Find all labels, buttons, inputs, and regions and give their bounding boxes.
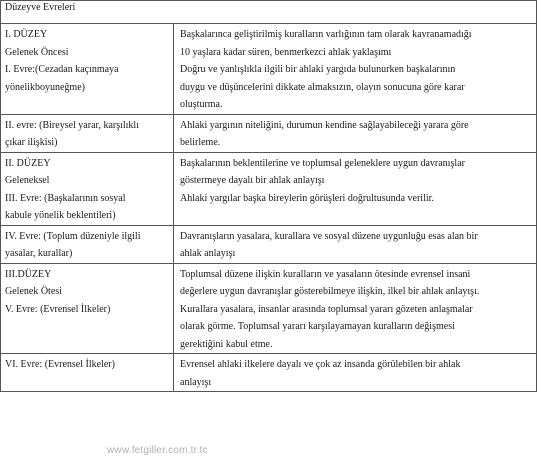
- description-block: [180, 356, 532, 391]
- label-line: II. DÜZEY: [5, 157, 51, 169]
- stage-label-cell: [1, 354, 174, 391]
- label-block: [5, 26, 169, 61]
- label-line: I. DÜZEY: [5, 29, 48, 40]
- label-line: Geleneksel: [5, 175, 50, 186]
- description-line: Başkalarınca geliştirilmiş kuralların varlığının tam olarak kavranamadığı: [180, 29, 472, 40]
- description-block: [180, 228, 532, 263]
- description-line: oluşturma.: [180, 99, 223, 110]
- label-line: [5, 318, 169, 336]
- label-line: I. Evre:(Cezadan kaçınmaya: [5, 64, 119, 75]
- description-line: [180, 207, 532, 225]
- description-line: Evrensel ahlaki ilkelere dayalı ve çok az insanda görülebilen bir ahlak: [180, 359, 461, 370]
- label-line: yasalar, kurallar): [5, 248, 73, 259]
- label-line: V. Evre: (Evrensel İlkeler): [5, 303, 111, 315]
- stage-label-cell: [1, 153, 174, 225]
- description-block: [180, 155, 532, 190]
- table-row: [1, 115, 536, 153]
- label-block: [5, 266, 169, 301]
- description-line: Davranışların yasalara, kurallara ve sosyal düzene uygunluğu esas alan bir: [180, 230, 478, 242]
- label-block: [5, 190, 169, 225]
- label-block: [5, 301, 169, 354]
- label-line: Gelenek Öncesi: [5, 46, 69, 58]
- stage-description-cell: [174, 153, 536, 225]
- description-line: 10 yaşlara kadar süren, benmerkezci ahlak yaklaşımı: [180, 46, 392, 58]
- description-line: Ahlaki yargılar başka bireylerin görüşleri doğrultusunda verilir.: [180, 192, 434, 204]
- table-row: [1, 354, 536, 391]
- table-title: Düzeyve Evreleri: [1, 1, 536, 24]
- description-line: Doğru ve yanlışlıkla ilgili bir ahlaki yargıda bulunurken başkalarının: [180, 64, 456, 75]
- label-line: yönelikboyuneğme): [5, 81, 85, 93]
- description-line: duygu ve düşüncelerini dikkate almaksızın, olayın sonucuna göre karar: [180, 81, 465, 93]
- table-row: [1, 264, 536, 355]
- stage-label-cell: [1, 226, 174, 263]
- description-line: göstermeye dayalı bir ahlak anlayışı: [180, 175, 325, 186]
- stage-description-cell: [174, 354, 536, 391]
- label-line: [5, 374, 169, 392]
- stage-label-cell: [1, 24, 174, 114]
- description-block: [180, 61, 532, 114]
- stage-description-cell: [174, 24, 536, 114]
- table-row: [1, 24, 536, 115]
- label-line: çıkar ilişkisi): [5, 137, 58, 148]
- label-block: [5, 155, 169, 190]
- description-line: gerektiğini kabul etme.: [180, 338, 273, 350]
- label-line: III.DÜZEY: [5, 268, 52, 280]
- website-watermark: www.fetgiller.com.tr.tc: [107, 445, 208, 456]
- label-line: Gelenek Ötesi: [5, 286, 62, 297]
- label-line: [5, 96, 169, 114]
- label-line: kabule yönelik beklentileri): [5, 210, 116, 221]
- label-line: IV. Evre: (Toplum düzeniyle ilgili: [5, 230, 141, 242]
- description-line: Başkalarının beklentilerine ve toplumsal geleneklere uygun davranışlar: [180, 157, 465, 169]
- label-block: [5, 61, 169, 114]
- description-block: [180, 301, 532, 354]
- description-line: olarak görme. Toplumsal yararı karşılayamayan kuralların değişmesi: [180, 321, 455, 332]
- label-line: III. Evre: (Başkalarının sosyal: [5, 192, 126, 204]
- label-line: [5, 336, 169, 354]
- table-row: [1, 226, 536, 264]
- stage-description-cell: [174, 226, 536, 263]
- description-block: [180, 266, 532, 301]
- stage-description-cell: [174, 115, 536, 152]
- label-block: [5, 228, 169, 263]
- stage-label-cell: [1, 115, 174, 152]
- description-block: [180, 190, 532, 225]
- stage-label-cell: [1, 264, 174, 354]
- description-line: ahlak anlayışı: [180, 248, 236, 259]
- description-line: anlayışı: [180, 376, 212, 388]
- label-block: [5, 117, 169, 152]
- table-body: [1, 24, 536, 391]
- description-line: değerlere uygun davranışlar gösterebilmeye ilişkin, ilkel bir ahlak anlayışı.: [180, 286, 480, 297]
- description-block: [180, 117, 532, 152]
- description-block: [180, 26, 532, 61]
- label-block: [5, 356, 169, 391]
- description-line: Kurallara yasalara, insanlar arasında toplumsal yararı gözeten anlaşmalar: [180, 303, 473, 315]
- label-line: VI. Evre: (Evrensel İlkeler): [5, 359, 115, 370]
- label-line: II. evre: (Bireysel yarar, karşılıklı: [5, 119, 139, 131]
- table-row: [1, 153, 536, 226]
- stage-description-cell: [174, 264, 536, 354]
- description-line: Ahlaki yargının niteliğini, durumun kendine sağlayabileceği yarara göre: [180, 119, 469, 131]
- description-line: belirleme.: [180, 137, 221, 148]
- description-line: Toplumsal düzene ilişkin kuralların ve yasaların ötesinde evrensel insani: [180, 268, 471, 280]
